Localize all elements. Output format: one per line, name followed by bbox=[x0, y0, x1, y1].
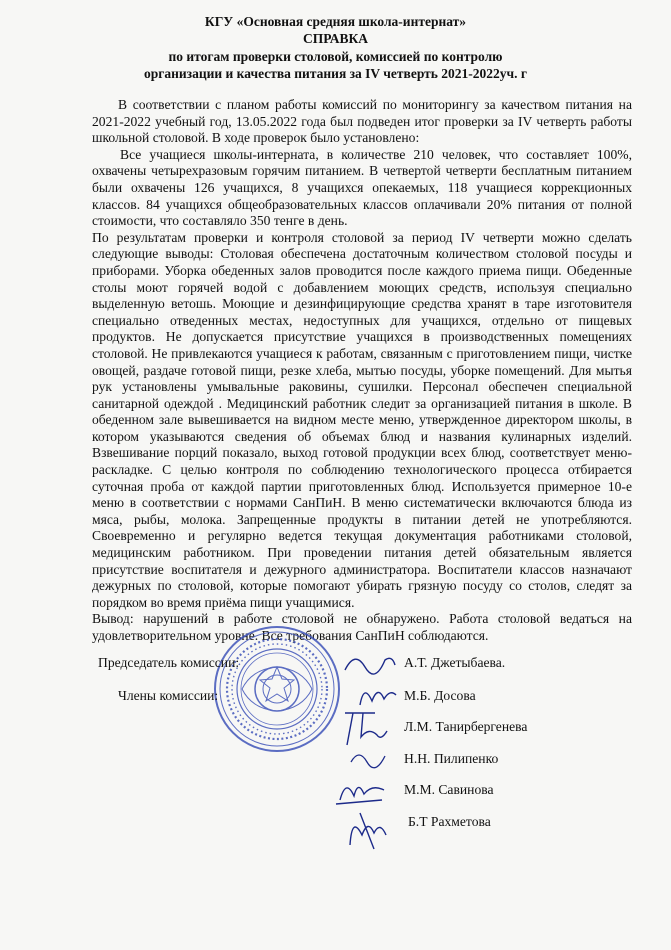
signatory-name-2: М.Б. Досова bbox=[404, 688, 476, 703]
signatory-name-4: Н.Н. Пилипенко bbox=[404, 751, 499, 766]
document-type: СПРАВКА bbox=[302, 31, 369, 46]
paragraph-intro: В соответствии с планом работы комиссий по мониторингу за качеством питания на 2021-2022 учебный год, 13.05.2022 года был подведен итог проверки за IV четверть работы школьной столовой. В ходе проверок было установлено: bbox=[92, 97, 632, 146]
paragraph-findings: По результатам проверки и контроля столовой за период IV четверти можно сделать следующие выводы: Столовая обеспечена достаточным количеством столовой посуды и приборами. Уборка обеденных залов проводится после каждого приема пищи. Обеденные столы моют горячей водой с добавлением моющих средств, используя специально выделенную ветошь. Моющие и дезинфицирующие средства хранят в таре изготовителя специально отведенных местах, недоступных для учащихся, отдельно от пищевых продуктов. Не допускается присутствие учащихся в производственных помещениях столовой. Не привлекаются учащиеся к работам, связанным с приготовлением пищи, чистке овощей, раздаче готовой пищи, резке хлеба, мытью посуды, уборке помещений. Для мытья рук установлены умывальные раковины, сушилки. Персонал обеспечен специальной санитарной одеждой . Медицинский работник следит за организацией питания в школе. В обеденном зале вывешивается на видном месте меню, утвержденное директором школы, в котором указываются сведения об объемах блюд и названия кулинарных изделий. Взвешивание порций показало, выход готовой продукции всех блюд, соответствует меню-раскладке. С целью контроля по соблюдению технологического процесса отбирается суточная проба от каждой партии приготовленных блюд. Используется примерное 10-е меню в соответствии с нормами СанПиН. В меню систематически включаются блюда из мяса, рыбы, молока. Запрещенные продукты в питании детей не употребляются. Своевременно и регулярно ведется текущая документация работниками столовой, медицинским работником. При проведении питания детей обязательным является присутствие воспитателя и дежурного администратора. Воспитатели классов назначают дежурных по столовой, которые помогают убирать грязную посуду со столов, следят за порядком во время приёма пищи учащимися. bbox=[92, 229, 632, 610]
document-body bbox=[92, 97, 632, 645]
signature-chair-icon bbox=[340, 645, 400, 680]
members-label: Члены комиссии: bbox=[118, 688, 219, 703]
official-stamp-icon bbox=[212, 624, 342, 754]
organization-name: КГУ «Основная средняя школа-интернат» bbox=[204, 14, 467, 29]
document-subject-line-1: по итогам проверки столовой, комиссией по контролю bbox=[168, 49, 503, 64]
signatory-name-5: М.М. Савинова bbox=[404, 782, 494, 797]
signature-member-5-icon bbox=[340, 805, 400, 855]
paragraph-conclusion: Вывод: нарушений в работе столовой не обнаружено. Работа столовой ведаться на удовлетворительном уровне. Все требования СанПиН соблюдаются. bbox=[92, 611, 632, 643]
signature-member-3-icon bbox=[345, 742, 395, 772]
chair-label: Председатель комиссии: bbox=[98, 655, 240, 670]
paragraph-coverage: Все учащиеся школы-интерната, в количестве 210 человек, что составляет 100%, охвачены четырехразовым горячим питанием. В четвертой четверти бесплатным питанием были охвачены 126 учащихся, 8 учащихся опекаемых, 118 учащиеся коррекционных классов. 84 учащихся общеобразовательных классов оплачивали 20% питания от полной стоимости, что составляло 350 тенге в день. bbox=[92, 146, 632, 229]
signature-member-4-icon bbox=[332, 770, 392, 810]
signatory-name-3: Л.М. Танирбергенева bbox=[404, 719, 528, 734]
signatory-name-6: Б.Т Рахметова bbox=[408, 814, 491, 829]
document-subject-line-2: организации и качества питания за IV четверть 2021-2022уч. г bbox=[143, 66, 528, 81]
signatory-name-1: А.Т. Джетыбаева. bbox=[404, 655, 506, 670]
